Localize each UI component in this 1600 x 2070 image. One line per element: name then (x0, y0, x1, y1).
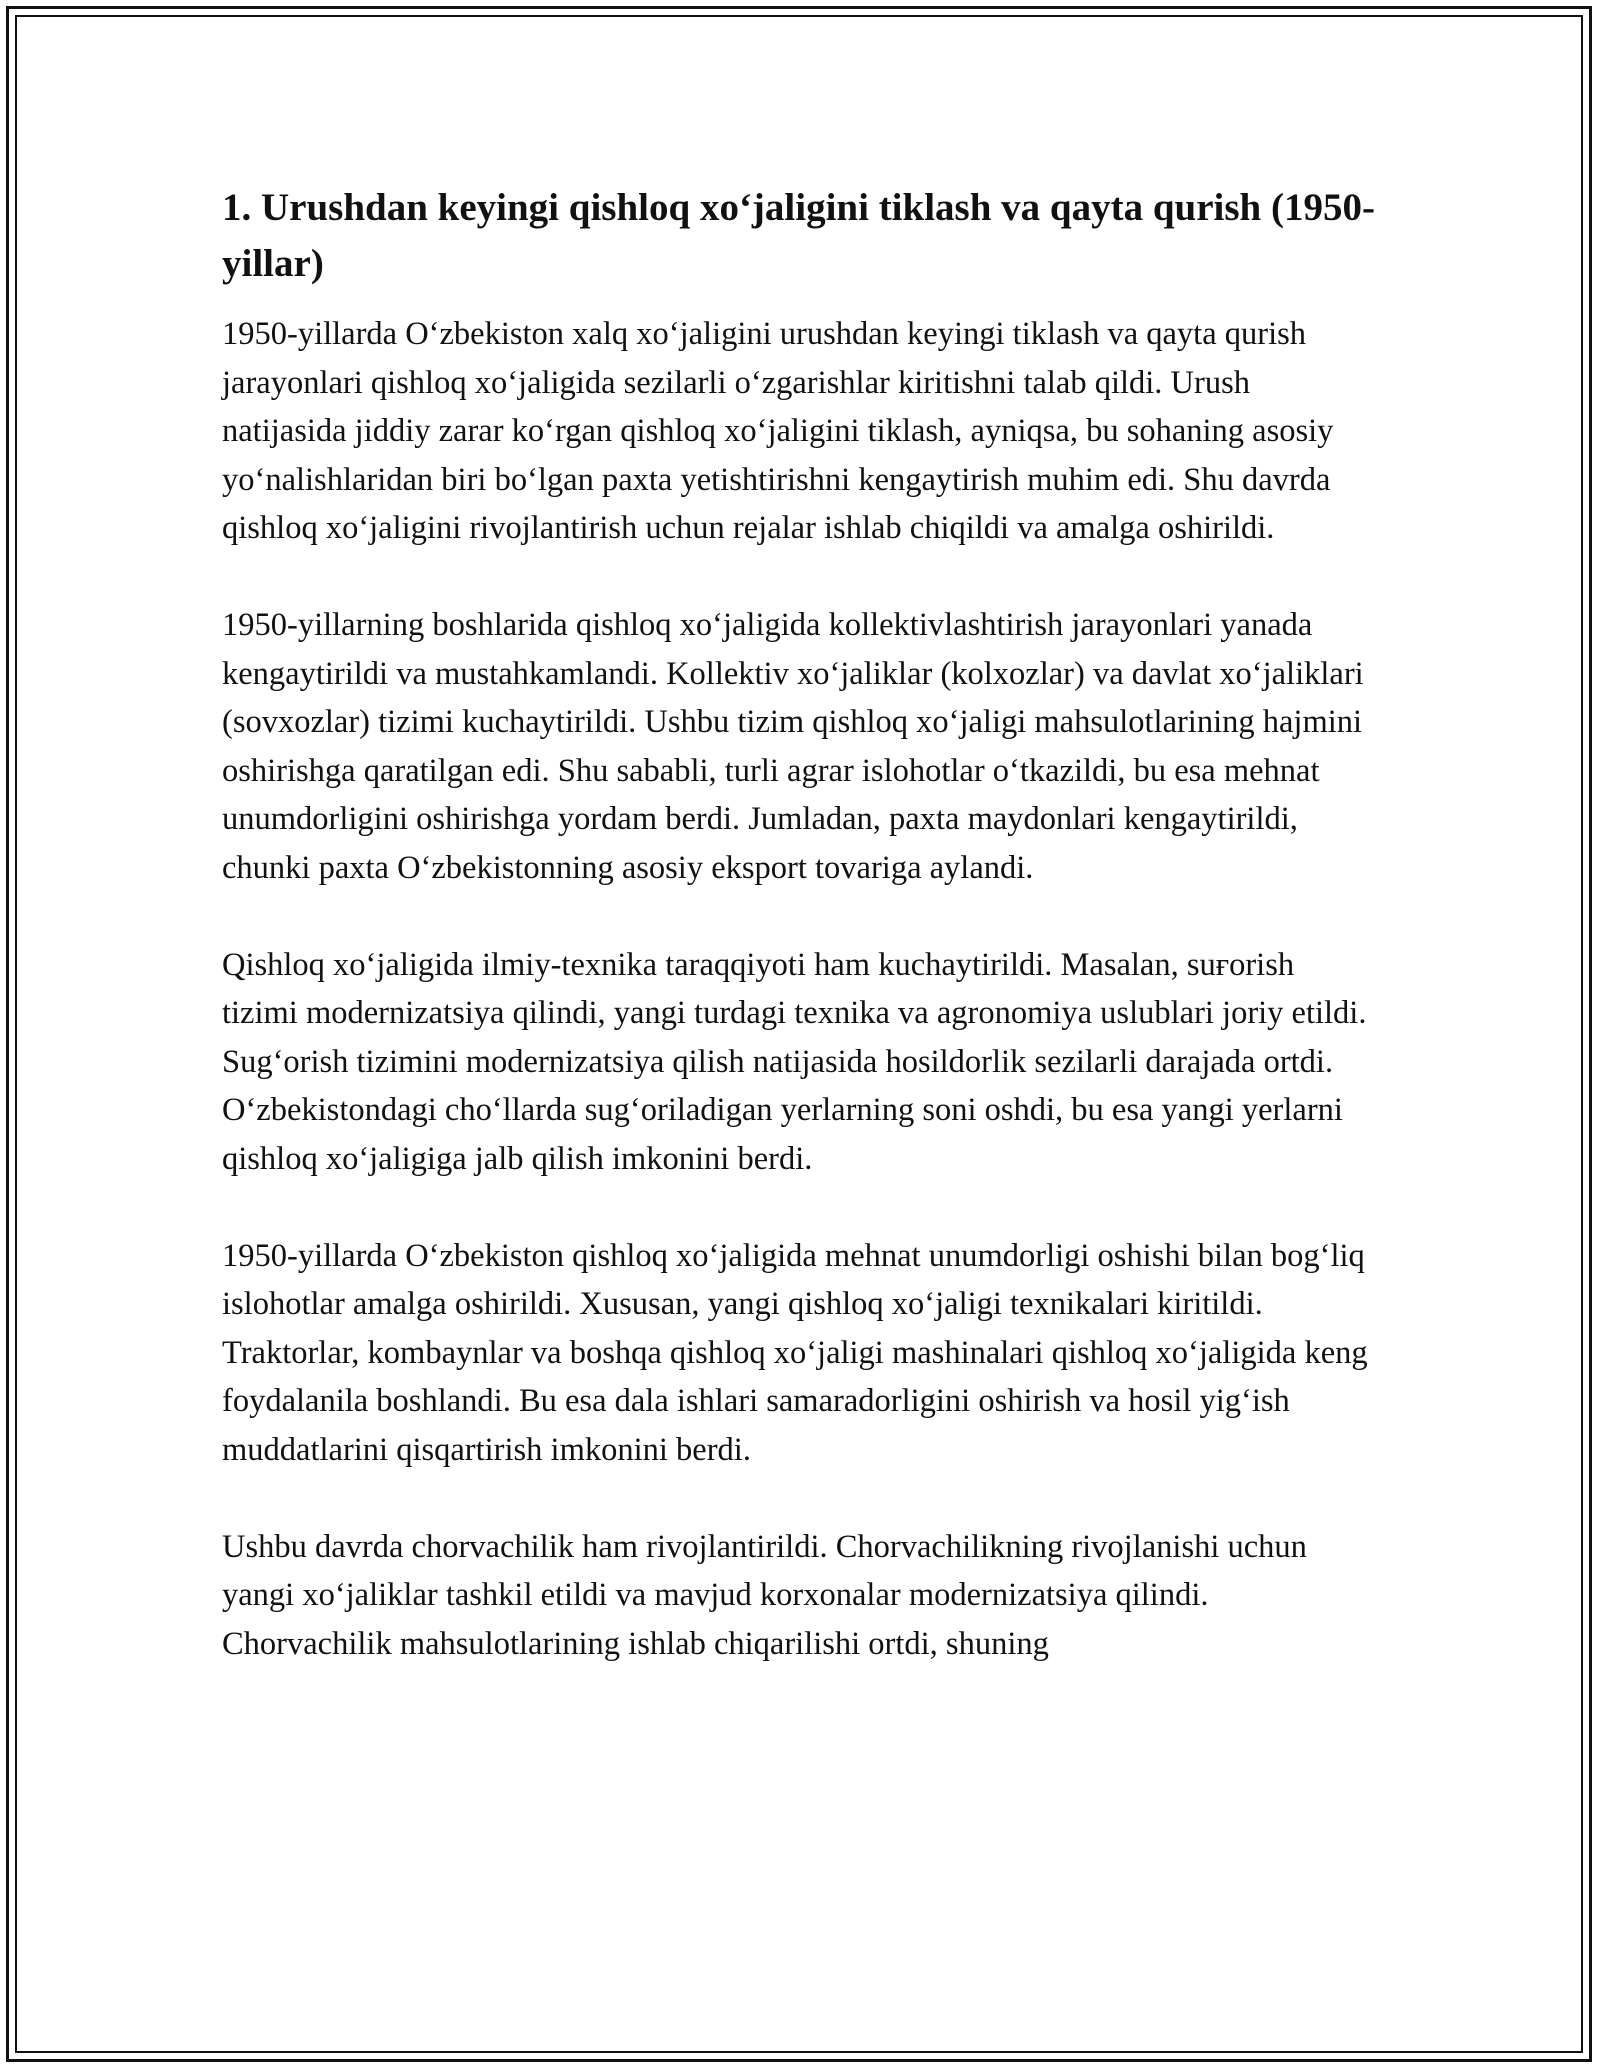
section-heading: 1. Urushdan keyingi qishloq xoʻjaligini tiklash va qayta qurish (1950-yillar) (222, 186, 1375, 285)
document-body (222, 180, 1377, 1717)
paragraph-3: Qishloq xoʻjaligida ilmiy-texnika taraqqiyoti ham kuchaytirildi. Masalan, suғorish tizimi modernizatsiya qilindi, yangi turdagi texnika va agronomiya uslublari joriy etildi. Sugʻorish tizimini modernizatsiya qilish natijasida hosildorlik sezilarli darajada ortdi. Oʻzbekistondagi choʻllarda sugʻoriladigan yerlarning soni oshdi, bu esa yangi yerlarni qishloq xoʻjaligiga jalb qilish imkonini berdi. (222, 946, 1367, 1177)
paragraph-2: 1950-yillarning boshlarida qishloq xoʻjaligida kollektivlashtirish jarayonlari yanada kengaytirildi va mustahkamlandi. Kollektiv xoʻjaliklar (kolxozlar) va davlat xoʻjaliklari (sovxozlar) tizimi kuchaytirildi. Ushbu tizim qishloq xoʻjaligi mahsulotlarining hajmini oshirishga qaratilgan edi. Shu sababli, turli agrar islohotlar oʻtkazildi, bu esa mehnat unumdorligini oshirishga yordam berdi. Jumladan, paxta maydonlari kengaytirildi, chunki paxta Oʻzbekistonning asosiy eksport tovariga aylandi. (222, 607, 1364, 886)
paragraph-1: 1950-yillarda Oʻzbekiston xalq xoʻjaligini urushdan keyingi tiklash va qayta qurish jarayonlari qishloq xoʻjaligida sezilarli oʻzgarishlar kiritishni talab qildi. Urush natijasida jiddiy zarar koʻrgan qishloq xoʻjaligini tiklash, ayniqsa, bu sohaning asosiy yoʻnalishlaridan biri boʻlgan paxta yetishtirishni kengaytirish muhim edi. Shu davrda qishloq xoʻjaligini rivojlantirish uchun rejalar ishlab chiqildi va amalga oshirildi. (222, 316, 1334, 546)
paragraph-4: 1950-yillarda Oʻzbekiston qishloq xoʻjaligida mehnat unumdorligi oshishi bilan bogʻliq islohotlar amalga oshirildi. Xususan, yangi qishloq xoʻjaligi texnikalari kiritildi. Traktorlar, kombaynlar va boshqa qishloq xoʻjaligi mashinalari qishloq xoʻjaligida keng foydalanila boshlandi. Bu esa dala ishlari samaradorligini oshirish va hosil yigʻish muddatlarini qisqartirish imkonini berdi. (222, 1237, 1368, 1468)
paragraph-5: Ushbu davrda chorvachilik ham rivojlantirildi. Chorvachilikning rivojlanishi uchun yangi xoʻjaliklar tashkil etildi va mavjud korxonalar modernizatsiya qilindi. Chorvachilik mahsulotlarining ishlab chiqarilishi ortdi, shuning (222, 1528, 1307, 1662)
